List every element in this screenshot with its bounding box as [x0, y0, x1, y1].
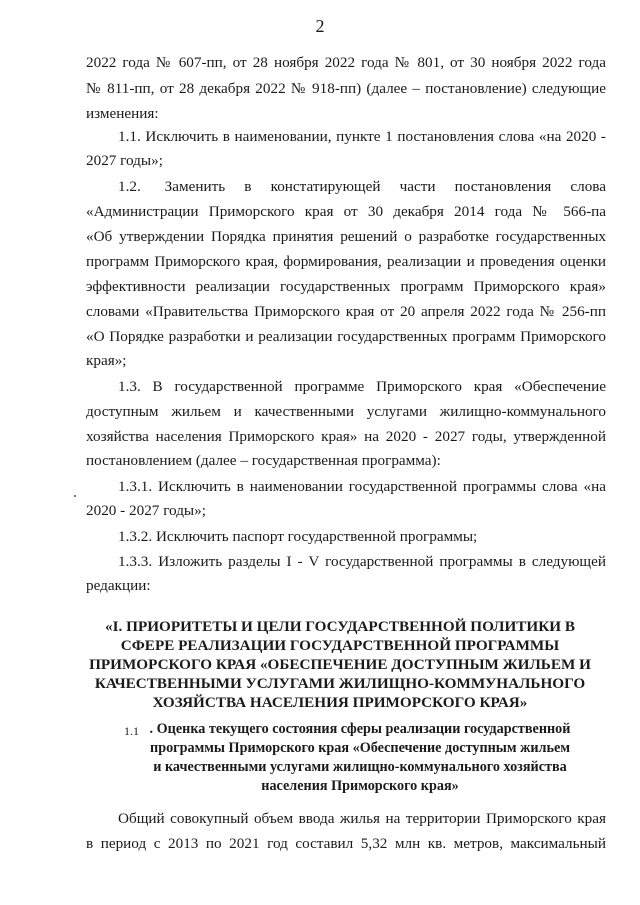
text-line: доступным жильем и качественными услугами жилищно-коммунального [86, 403, 606, 420]
text-line: 1.3.2. Исключить паспорт государственной программы; [118, 528, 478, 545]
text-line: 1.3.1. Исключить в наименовании государственной программы слова «на [118, 478, 606, 495]
text-line: 2020 - 2027 годы»; [86, 502, 206, 519]
text-line: «Администрации Приморского края от 30 декабря 2014 года № 566-па [86, 203, 606, 220]
text-line: «О Порядке разработки и реализации государственных программ Приморского [86, 328, 606, 345]
text-line: редакции: [86, 577, 151, 594]
scan-speck [74, 495, 76, 497]
text-line: словами «Правительства Приморского края от 20 апреля 2022 года № 256-пп [86, 303, 606, 320]
text-line: № 811-пп, от 28 декабря 2022 № 918-пп) (далее – постановление) следующие [86, 80, 606, 97]
page-number: 2 [315, 16, 325, 36]
text-line: Общий совокупный объем ввода жилья на территории Приморского края [118, 810, 606, 827]
section-heading-line: КАЧЕСТВЕННЫМИ УСЛУГАМИ ЖИЛИЩНО-КОММУНАЛЬНОГО [94, 675, 586, 692]
text-line: хозяйства населения Приморского края» на 2020 - 2027 годы, утвержденной [86, 428, 606, 445]
section-heading-line: ПРИМОРСКОГО КРАЯ «ОБЕСПЕЧЕНИЕ ДОСТУПНЫМ ЖИЛЬЕМ И [89, 656, 591, 673]
text-line: в период с 2013 по 2021 год составил 5,32 млн кв. метров, максимальный [86, 835, 606, 852]
subsection-heading-line: программы Приморского края «Обеспечение доступным жильем [150, 740, 570, 756]
subsection-heading-line: и качественными услугами жилищно-коммунального хозяйства [153, 759, 567, 775]
text-line: 2027 годы»; [86, 152, 163, 169]
text-line: «Об утверждении Порядка принятия решений о разработке государственных [86, 228, 606, 245]
text-line: 2022 года № 607-пп, от 28 ноября 2022 года № 801, от 30 ноября 2022 года [86, 54, 606, 71]
text-line: эффективности реализации государственных программ Приморского края» [86, 278, 606, 295]
subsection-number: 1.1 [124, 724, 139, 738]
text-line: изменения: [86, 105, 159, 122]
text-line: 1.2. Заменить в констатирующей части постановления слова [118, 178, 606, 195]
text-line: 1.3. В государственной программе Приморского края «Обеспечение [118, 378, 606, 395]
text-line: постановлением (далее – государственная программа): [86, 452, 441, 469]
text-line: края»; [86, 352, 127, 369]
subsection-heading-line: населения Приморского края» [261, 778, 459, 794]
text-line: программ Приморского края, формирования, реализации и проведения оценки [86, 253, 606, 270]
text-line: 1.3.3. Изложить разделы I - V государственной программы в следующей [118, 553, 606, 570]
text-line: 1.1. Исключить в наименовании, пункте 1 постановления слова «на 2020 - [118, 128, 606, 145]
section-heading-line: СФЕРЕ РЕАЛИЗАЦИИ ГОСУДАРСТВЕННОЙ ПРОГРАММЫ [120, 637, 560, 654]
section-heading-line: ХОЗЯЙСТВА НАСЕЛЕНИЯ ПРИМОРСКОГО КРАЯ» [152, 694, 528, 711]
section-heading-line: «I. ПРИОРИТЕТЫ И ЦЕЛИ ГОСУДАРСТВЕННОЙ ПОЛИТИКИ В [105, 618, 575, 635]
subsection-heading-line: . Оценка текущего состояния сферы реализации государственной [149, 721, 571, 737]
